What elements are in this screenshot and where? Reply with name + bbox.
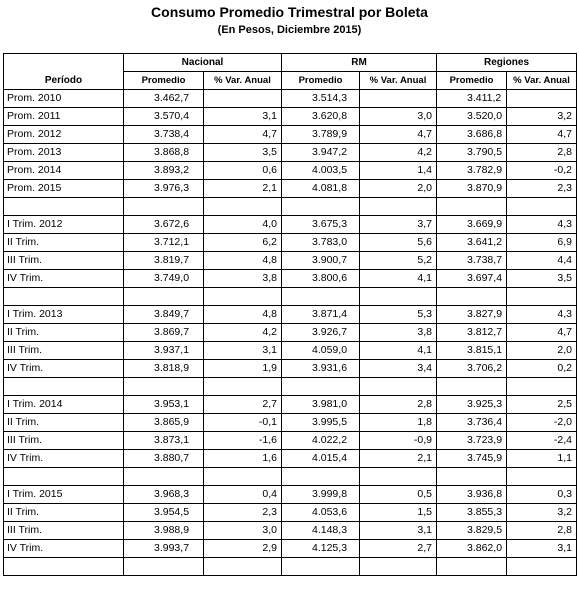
rm-var-cell: 1,8 [360,414,437,432]
regiones-var-cell: 3,2 [507,108,577,126]
rm-promedio-cell: 4.053,6 [282,504,360,522]
rm-var-cell: 2,1 [360,450,437,468]
nacional-promedio-cell [124,198,204,216]
table-row [4,486,577,504]
nacional-var-cell: 3,8 [204,270,282,288]
regiones-promedio-cell [437,468,507,486]
regiones-var-cell: 3,1 [507,540,577,558]
spacer-row [4,558,577,576]
nacional-var-cell: 6,2 [204,234,282,252]
nacional-promedio-cell [124,468,204,486]
period-cell: III Trim. [4,522,124,540]
rm-var-cell: 2,8 [360,396,437,414]
rm-var-cell: 2,7 [360,540,437,558]
nacional-var-cell: 1,6 [204,450,282,468]
nacional-promedio-cell: 3.988,9 [124,522,204,540]
regiones-promedio-cell: 3.925,3 [437,396,507,414]
rm-promedio-cell: 4.125,3 [282,540,360,558]
rm-var-cell: 5,3 [360,306,437,324]
table-row [4,396,577,414]
rm-var-cell [360,198,437,216]
nacional-var-cell: 4,8 [204,252,282,270]
header-periodo: Período [4,54,124,90]
rm-var-cell: 4,1 [360,342,437,360]
nacional-promedio-cell: 3.873,1 [124,432,204,450]
regiones-promedio-cell: 3.870,9 [437,180,507,198]
regiones-var-cell: 2,0 [507,342,577,360]
rm-var-cell: 5,6 [360,234,437,252]
table-subtitle: (En Pesos, Diciembre 2015) [217,24,362,36]
period-cell: Prom. 2013 [4,144,124,162]
regiones-var-cell: -2,0 [507,414,577,432]
table-row [4,522,577,540]
table-row [4,126,577,144]
nacional-var-cell: 3,1 [204,108,282,126]
table-row [4,234,577,252]
nacional-promedio-cell: 3.893,2 [124,162,204,180]
rm-promedio-cell: 3.620,8 [282,108,360,126]
nacional-var-cell: 3,1 [204,342,282,360]
nacional-var-cell [204,558,282,576]
regiones-promedio-cell: 3.723,9 [437,432,507,450]
nacional-var-cell [204,468,282,486]
nacional-promedio-cell: 3.880,7 [124,450,204,468]
rm-var-cell [360,558,437,576]
rm-var-cell: 2,0 [360,180,437,198]
nacional-promedio-cell: 3.849,7 [124,306,204,324]
nacional-promedio-cell: 3.819,7 [124,252,204,270]
rm-promedio-cell [282,558,360,576]
nacional-promedio-cell [124,378,204,396]
period-cell: III Trim. [4,252,124,270]
regiones-promedio-cell: 3.736,4 [437,414,507,432]
table-row [4,252,577,270]
table-row [4,360,577,378]
nacional-promedio-cell: 3.749,0 [124,270,204,288]
spacer-row [4,378,577,396]
nacional-var-cell: 2,1 [204,180,282,198]
table-row [4,432,577,450]
regiones-promedio-cell: 3.790,5 [437,144,507,162]
nacional-promedio-cell: 3.865,9 [124,414,204,432]
header-var: % Var. Anual [507,72,577,90]
rm-var-cell: 3,7 [360,216,437,234]
regiones-promedio-cell: 3.855,3 [437,504,507,522]
rm-promedio-cell: 3.675,3 [282,216,360,234]
period-cell: Prom. 2011 [4,108,124,126]
period-cell [4,378,124,396]
table-row [4,162,577,180]
period-cell: III Trim. [4,342,124,360]
nacional-var-cell: -1,6 [204,432,282,450]
table-row [4,342,577,360]
rm-var-cell: 3,8 [360,324,437,342]
header-var: % Var. Anual [204,72,282,90]
nacional-var-cell [204,90,282,108]
regiones-var-cell: 4,3 [507,306,577,324]
table-row [4,540,577,558]
table-row [4,306,577,324]
table-row [4,144,577,162]
regiones-var-cell: 4,7 [507,126,577,144]
rm-var-cell: 5,2 [360,252,437,270]
regiones-promedio-cell: 3.669,9 [437,216,507,234]
regiones-promedio-cell: 3.782,9 [437,162,507,180]
rm-promedio-cell: 3.789,9 [282,126,360,144]
regiones-var-cell: 3,5 [507,270,577,288]
regiones-promedio-cell: 3.829,5 [437,522,507,540]
regiones-var-cell: 1,1 [507,450,577,468]
regiones-var-cell [507,288,577,306]
regiones-var-cell: 0,2 [507,360,577,378]
regiones-promedio-cell: 3.936,8 [437,486,507,504]
rm-promedio-cell: 3.995,5 [282,414,360,432]
table-row [4,108,577,126]
nacional-var-cell: 4,2 [204,324,282,342]
regiones-promedio-cell [437,198,507,216]
period-cell: IV Trim. [4,360,124,378]
nacional-var-cell: 4,8 [204,306,282,324]
nacional-promedio-cell: 3.868,8 [124,144,204,162]
rm-promedio-cell [282,198,360,216]
rm-promedio-cell: 4.003,5 [282,162,360,180]
rm-promedio-cell: 3.926,7 [282,324,360,342]
rm-promedio-cell: 3.981,0 [282,396,360,414]
period-cell: Prom. 2012 [4,126,124,144]
rm-promedio-cell: 4.148,3 [282,522,360,540]
regiones-var-cell: -0,2 [507,162,577,180]
nacional-promedio-cell [124,558,204,576]
regiones-promedio-cell [437,378,507,396]
header-nacional: Nacional [124,54,282,72]
spacer-row [4,468,577,486]
regiones-var-cell: -2,4 [507,432,577,450]
regiones-promedio-cell: 3.706,2 [437,360,507,378]
period-cell [4,198,124,216]
nacional-var-cell: -0,1 [204,414,282,432]
header-promedio: Promedio [124,72,204,90]
rm-promedio-cell [282,468,360,486]
nacional-var-cell: 2,3 [204,504,282,522]
table-row [4,216,577,234]
period-cell: II Trim. [4,414,124,432]
nacional-promedio-cell: 3.937,1 [124,342,204,360]
regiones-promedio-cell: 3.812,7 [437,324,507,342]
nacional-promedio-cell: 3.968,3 [124,486,204,504]
regiones-promedio-cell: 3.686,8 [437,126,507,144]
rm-promedio-cell: 4.022,2 [282,432,360,450]
regiones-promedio-cell: 3.738,7 [437,252,507,270]
nacional-var-cell: 0,4 [204,486,282,504]
table-row [4,414,577,432]
table-row [4,270,577,288]
period-cell [4,468,124,486]
nacional-var-cell: 3,0 [204,522,282,540]
table-row [4,90,577,108]
rm-var-cell: 3,0 [360,108,437,126]
nacional-var-cell: 3,5 [204,144,282,162]
rm-var-cell [360,378,437,396]
regiones-var-cell: 0,3 [507,486,577,504]
period-cell [4,288,124,306]
rm-promedio-cell: 4.059,0 [282,342,360,360]
nacional-promedio-cell: 3.570,4 [124,108,204,126]
nacional-promedio-cell: 3.953,1 [124,396,204,414]
rm-var-cell [360,288,437,306]
period-cell: Prom. 2010 [4,90,124,108]
nacional-promedio-cell: 3.818,9 [124,360,204,378]
period-cell: I Trim. 2013 [4,306,124,324]
regiones-promedio-cell: 3.745,9 [437,450,507,468]
period-cell: IV Trim. [4,540,124,558]
regiones-var-cell [507,198,577,216]
rm-promedio-cell: 3.947,2 [282,144,360,162]
rm-var-cell: 4,7 [360,126,437,144]
regiones-promedio-cell: 3.520,0 [437,108,507,126]
nacional-var-cell [204,288,282,306]
header-promedio: Promedio [282,72,360,90]
rm-promedio-cell: 4.015,4 [282,450,360,468]
table-row [4,504,577,522]
rm-promedio-cell: 3.800,6 [282,270,360,288]
header-promedio: Promedio [437,72,507,90]
regiones-var-cell [507,558,577,576]
table-row [4,450,577,468]
nacional-promedio-cell [124,288,204,306]
header-rm: RM [282,54,437,72]
header-var: % Var. Anual [360,72,437,90]
rm-var-cell [360,468,437,486]
nacional-var-cell: 4,0 [204,216,282,234]
rm-promedio-cell: 3.871,4 [282,306,360,324]
period-cell: Prom. 2015 [4,180,124,198]
rm-var-cell: -0,9 [360,432,437,450]
rm-promedio-cell [282,288,360,306]
consumption-table [3,53,577,576]
rm-promedio-cell [282,378,360,396]
nacional-var-cell [204,378,282,396]
regiones-var-cell: 6,9 [507,234,577,252]
period-cell: Prom. 2014 [4,162,124,180]
table-row [4,180,577,198]
period-cell: IV Trim. [4,270,124,288]
rm-var-cell: 1,4 [360,162,437,180]
regiones-var-cell [507,378,577,396]
regiones-promedio-cell [437,558,507,576]
table-title: Consumo Promedio Trimestral por Boleta [151,4,428,20]
period-cell: II Trim. [4,504,124,522]
regiones-var-cell: 4,7 [507,324,577,342]
nacional-promedio-cell: 3.462,7 [124,90,204,108]
nacional-promedio-cell: 3.993,7 [124,540,204,558]
table-row [4,324,577,342]
nacional-var-cell: 2,7 [204,396,282,414]
rm-promedio-cell: 3.999,8 [282,486,360,504]
nacional-var-cell: 4,7 [204,126,282,144]
regiones-var-cell: 2,3 [507,180,577,198]
period-cell [4,558,124,576]
rm-var-cell: 4,2 [360,144,437,162]
rm-promedio-cell: 3.900,7 [282,252,360,270]
nacional-var-cell: 1,9 [204,360,282,378]
nacional-promedio-cell: 3.712,1 [124,234,204,252]
regiones-var-cell [507,468,577,486]
nacional-var-cell: 0,6 [204,162,282,180]
period-cell: II Trim. [4,234,124,252]
regiones-promedio-cell: 3.697,4 [437,270,507,288]
period-cell: I Trim. 2015 [4,486,124,504]
rm-var-cell: 1,5 [360,504,437,522]
rm-var-cell: 3,1 [360,522,437,540]
regiones-var-cell: 4,4 [507,252,577,270]
rm-promedio-cell: 3.783,0 [282,234,360,252]
rm-var-cell: 0,5 [360,486,437,504]
regiones-promedio-cell [437,288,507,306]
nacional-promedio-cell: 3.954,5 [124,504,204,522]
rm-promedio-cell: 4.081,8 [282,180,360,198]
period-cell: I Trim. 2012 [4,216,124,234]
period-cell: I Trim. 2014 [4,396,124,414]
rm-promedio-cell: 3.931,6 [282,360,360,378]
rm-var-cell [360,90,437,108]
regiones-var-cell: 2,5 [507,396,577,414]
rm-var-cell: 4,1 [360,270,437,288]
period-cell: IV Trim. [4,450,124,468]
spacer-row [4,288,577,306]
regiones-var-cell: 2,8 [507,522,577,540]
regiones-var-cell: 4,3 [507,216,577,234]
header-regiones: Regiones [437,54,577,72]
regiones-var-cell: 3,2 [507,504,577,522]
nacional-promedio-cell: 3.976,3 [124,180,204,198]
regiones-var-cell: 2,8 [507,144,577,162]
period-cell: III Trim. [4,432,124,450]
regiones-promedio-cell: 3.827,9 [437,306,507,324]
regiones-var-cell [507,90,577,108]
nacional-promedio-cell: 3.672,6 [124,216,204,234]
nacional-var-cell: 2,9 [204,540,282,558]
rm-promedio-cell: 3.514,3 [282,90,360,108]
nacional-promedio-cell: 3.869,7 [124,324,204,342]
nacional-promedio-cell: 3.738,4 [124,126,204,144]
regiones-promedio-cell: 3.411,2 [437,90,507,108]
regiones-promedio-cell: 3.641,2 [437,234,507,252]
regiones-promedio-cell: 3.862,0 [437,540,507,558]
spacer-row [4,198,577,216]
period-cell: II Trim. [4,324,124,342]
regiones-promedio-cell: 3.815,1 [437,342,507,360]
rm-var-cell: 3,4 [360,360,437,378]
nacional-var-cell [204,198,282,216]
